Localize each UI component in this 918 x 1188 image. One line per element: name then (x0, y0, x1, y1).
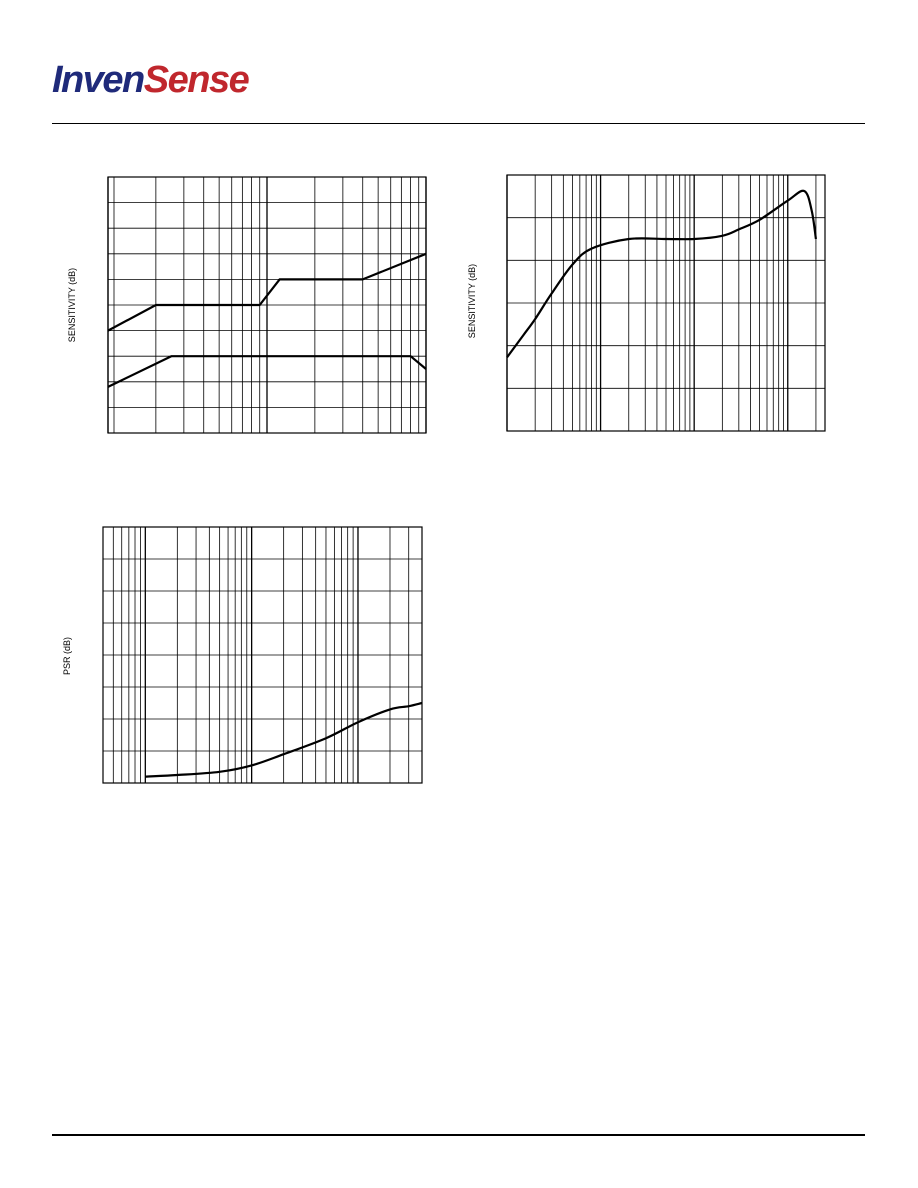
chart2-ylabel: SENSITIVITY (dB) (467, 263, 477, 339)
chart3-ylabel: PSR (dB) (62, 637, 72, 676)
logo-text-inven: Inven (52, 59, 144, 101)
footer-divider (52, 1134, 865, 1136)
header-divider (52, 123, 865, 124)
chart3-psr-plot (103, 527, 422, 783)
grid (103, 527, 422, 783)
chart2-frequency-response-plot (507, 175, 825, 431)
grid (507, 175, 825, 431)
chart1-ylabel: SENSITIVITY (dB) (67, 267, 77, 343)
invensense-logo (52, 58, 248, 102)
series-line-1 (507, 191, 816, 358)
chart1-sensitivity-plot (108, 177, 426, 433)
logo-text-sense: Sense (143, 59, 249, 101)
